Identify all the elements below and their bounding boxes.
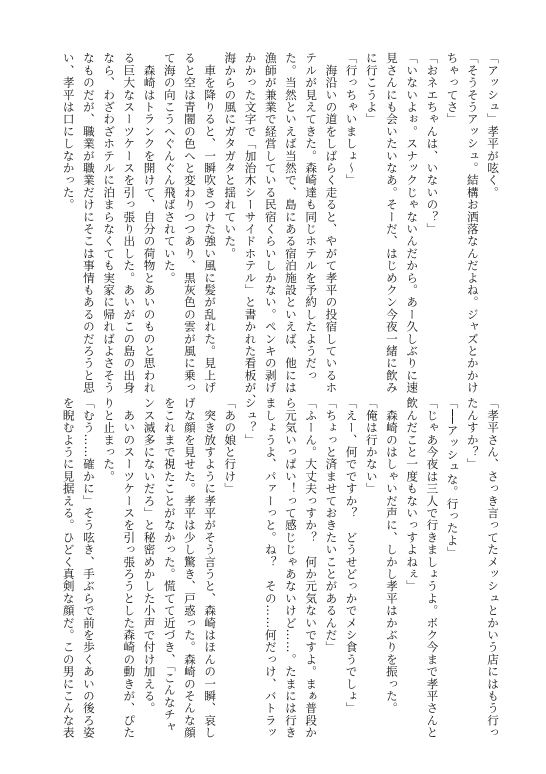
upper-text-line: る巨大なスーツケースを引っ張り出した。あいがこの島の出身 — [122, 52, 137, 394]
lower-text-line: 「あの娘と行け」 — [223, 397, 238, 495]
upper-text-line: い、孝平は口にしなかった。 — [61, 52, 76, 211]
lower-text-line: 「俺は行かない」 — [364, 397, 379, 495]
upper-text-line: 漁師が兼業で経営している民宿くらいしかない。ペンキの剥げ — [263, 52, 278, 394]
lower-text-line: たんすか？」 — [465, 397, 480, 471]
lower-text-line: をこれまで視たことがなかった。慌てて近づき、「こんなチャ — [162, 397, 177, 733]
upper-text-line: に行こうよ」 — [364, 52, 379, 126]
upper-text-line: 「そうそうアッシュ。結構お洒落なんだよね。ジャズとかかけ — [465, 52, 480, 394]
lower-text-line: ンス滅多にないだろ」と秘密めかした小声で付け加える。 — [142, 397, 157, 715]
upper-text-line: 「行っちゃいましょ〜」 — [344, 52, 359, 187]
upper-text-line: なら、わざわざホテルに泊まらなくても実家に帰ればよさそう — [102, 52, 117, 394]
upper-text-line: 見さんにも会いたいなあ。そーだ、はじめクン今夜一緒に飲み — [384, 52, 399, 394]
lower-text-line: りと止まった。 — [102, 397, 117, 483]
lower-text-line: 「ちょっと済ませておきたいことがあるんだ」 — [324, 397, 339, 654]
upper-text-line: た。当然といえば当然で、島にある宿泊施設といえば、他には — [283, 52, 298, 394]
lower-text-line: シュ？」 — [243, 397, 258, 446]
upper-text-line: 「アッシュ」孝平が呟く。 — [486, 52, 500, 199]
upper-text-line: ると空は青闇の色へと変わりつつあり、黒灰色の雲が風に乗っ — [182, 52, 197, 394]
upper-text-line: 海沿いの道をしばらく走ると、やがて孝平の投宿しているホ — [324, 52, 339, 394]
lower-text-line: げな顔を見せた。孝平は少し驚き、戸惑った。森崎のそんな顔 — [182, 397, 197, 739]
lower-text-line: 「じゃあ今夜は三人で行きましょうよ。ボク今まで孝平さんと — [425, 397, 440, 739]
upper-text-line: 森崎はトランクを開けて、自分の荷物とあいのものと思われ — [142, 52, 157, 394]
lower-text-line: 「孝平さん、さっき言ってたメッシュとかいう店にはもう行っ — [486, 397, 500, 739]
lower-text-line: 飲んだこと一度もないっすよねぇ」 — [405, 397, 420, 593]
lower-text-line: 「えー、何でですか？ どうせどっかでメシ食うでしょ」 — [344, 397, 359, 715]
lower-text-line: を睨むように見据える。ひどく真剣な顔だ。この男にこんな表 — [61, 397, 76, 739]
lower-text-line: 突き放すように孝平がそう言うと、森崎はほんの一瞬、哀し — [203, 397, 218, 739]
lower-text-line: 「ふーん。大丈夫っすか？ 何か元気ないですよ。まぁ普段か — [304, 397, 319, 739]
lower-text-block — [59, 397, 503, 739]
upper-text-line: なものだが、職業が職業だけにそこは事情もあるのだろうと思 — [81, 52, 96, 394]
lower-text-line: 「むう……確かに」そう呟き、手ぶらで前を歩くあいの後ろ姿 — [81, 397, 96, 739]
upper-text-line: て海の向こうへぐんぐん飛ばされていた。 — [162, 52, 177, 284]
upper-text-line: 海からの風にガタガタと揺れていた。 — [223, 52, 238, 260]
lower-text-line: 森崎のはしゃいだ声に、しかし孝平はかぶりを振った。 — [384, 397, 399, 715]
lower-text-line: ら元気いっぱい！って感じじゃあないけど……。たまには行き — [283, 397, 298, 739]
upper-text-line: テルが見えてきた。森崎達も同じホテルを予約したようだっ — [304, 52, 319, 382]
upper-text-line: ちゃってさ」 — [445, 52, 460, 126]
lower-text-line: あいのスーツケースを引っ張ろうとした森崎の動きが、ぴた — [122, 397, 137, 739]
upper-text-line: 「いないよぉ。スナックじゃないんだから。あー久しぶりに速 — [405, 52, 420, 394]
lower-text-line: ましょうよ、パァーっと。ね？ その……何だっけ、バトラッ — [263, 397, 278, 739]
upper-text-line: 車を降りると、一瞬吹きつけた強い風に髪が乱れた。見上げ — [203, 52, 218, 394]
upper-text-block — [59, 52, 503, 406]
lower-text-line: 「──アッシュな。行ったよ」 — [445, 397, 460, 559]
upper-text-line: 「おネエちゃんは、いないの？」 — [425, 52, 440, 235]
upper-text-line: かかった文字で「加治木シーサイドホテル」と書かれた看板が、 — [243, 52, 258, 406]
